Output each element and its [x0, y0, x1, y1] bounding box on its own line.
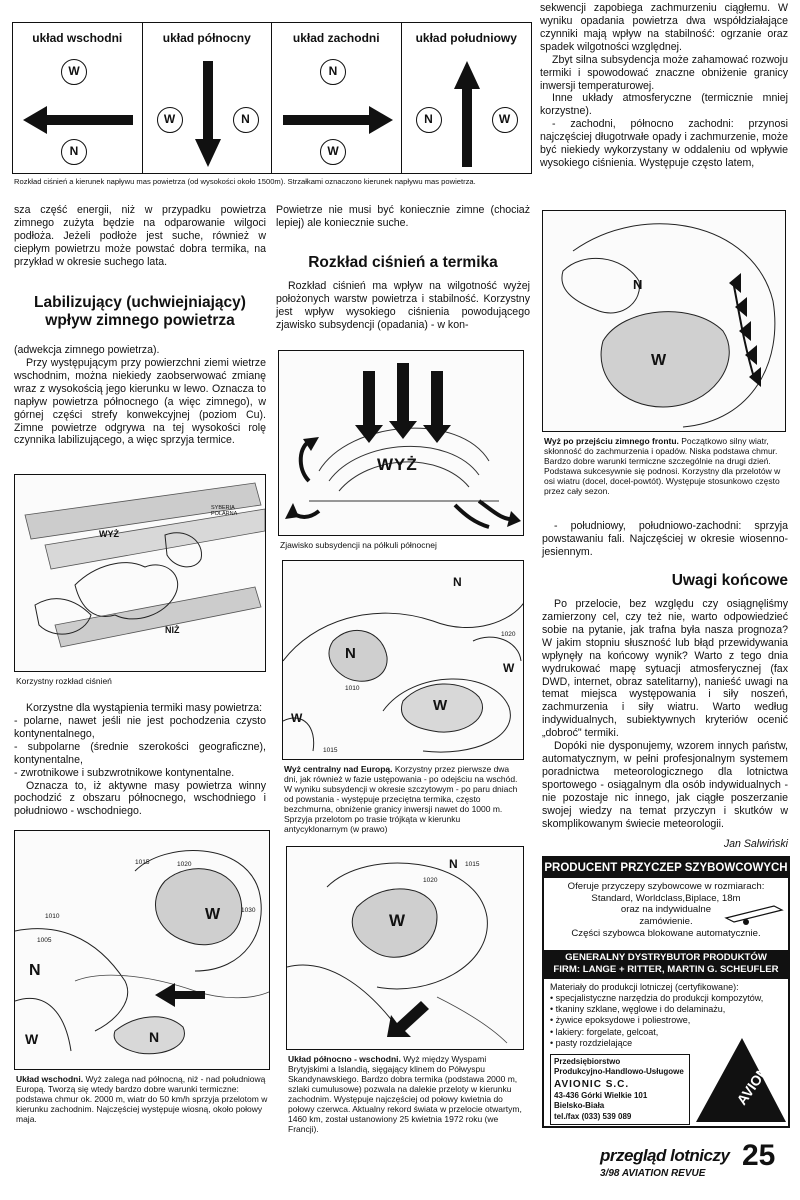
map-label-high: W	[651, 352, 667, 369]
subsidence-diagram	[278, 350, 524, 536]
map-label-high: W	[205, 906, 221, 923]
author-signature: Jan Salwiński	[723, 838, 788, 850]
map-label-low: N	[345, 645, 356, 662]
isobar-label: 1020	[423, 877, 438, 884]
isobar-label: 1010	[345, 685, 360, 692]
ad-header: PRODUCENT PRZYCZEP SZYBOWCOWYCH	[544, 858, 788, 878]
caption-title: Wyż centralny nad Europą.	[284, 764, 393, 774]
wind-header-west: układ zachodni	[292, 31, 380, 45]
ad-material-item: • żywice epoksydowe i poliestrowe,	[550, 1015, 691, 1026]
left-column-intro	[14, 204, 266, 269]
title-line: wpływ zimnego powietrza	[45, 311, 235, 329]
map-label-low: NIŻ	[165, 625, 180, 635]
ad-offer	[544, 878, 788, 950]
map-label-high: W	[433, 697, 448, 714]
ad-company	[550, 1054, 690, 1125]
paragraph: - zachodni, północno zachodni: przynosi najczęściej długotrwałe opady i zachmurzenie, może być niekiedy wykorzystany w oddaleniu od wpływie wysokiego ciśnienia. Występuje często latem,	[540, 118, 788, 170]
avionic-logo	[694, 1034, 788, 1126]
europe-front-map	[543, 211, 786, 432]
nne-map-caption	[288, 1054, 526, 1134]
low-pressure-circle: N	[233, 107, 259, 133]
wind-cell-north	[143, 23, 273, 173]
company-line: Produkcyjno-Handlowo-Usługowe	[554, 1067, 684, 1077]
rozklad-continuation: sekwencji zapobiega zachmurzeniu ciągłemu. W wyniku opadania powietrza dwa współdziałające czynniki mają wpływ na stabilność: ogrzanie oraz spadek wilgotności względnej.	[540, 2, 788, 53]
subsidence-high-label: WYŻ	[377, 455, 418, 474]
map-label-high: W	[25, 1031, 39, 1047]
arrow-south-icon	[193, 59, 223, 169]
map-label-low: N	[449, 857, 458, 871]
cold-front-map	[542, 210, 786, 432]
ad-material-item: • specjalistyczne narzędzia do produkcji kompozytów,	[550, 993, 764, 1004]
isobar-label: 1005	[37, 937, 52, 944]
map-label-high: W	[291, 711, 303, 725]
avionic-logo-text: AVIONIC	[733, 1051, 780, 1108]
paragraph: Zbyt silna subsydencja może zahamować rozwoju termiki i spowodować znaczne obniżenie granicy inwersji temperaturowej.	[540, 53, 788, 92]
caption-text: Wyż zalega nad północną, niż - nad południową Europą. Tworzą się wtedy bardzo dobre warunki termiczne: podstawa chmur ok. 2000 m, wiatr do 50 km/h sprzyja przelotom w kierunku zachodnim. Najczęściej występuje wiosną, około połowy maja.	[16, 1074, 268, 1125]
map-label-low: N	[633, 277, 643, 292]
labil-body	[14, 344, 266, 447]
europe-isobar-map	[287, 847, 524, 1050]
high-pressure-circle: W	[492, 107, 518, 133]
caption-title: Wyż po przejściu zimnego frontu.	[544, 436, 679, 446]
ad-distributor-line: FIRM: LANGE + RITTER, MARTIN G. SCHEUFLER	[553, 964, 779, 976]
favourable-pressure-map	[14, 474, 266, 672]
wind-cell-east	[13, 23, 143, 173]
company-phone: tel./fax (033) 539 089	[554, 1111, 632, 1121]
northeast-pattern-map	[286, 846, 524, 1050]
map-label-low: N	[149, 1029, 160, 1045]
map-label-low: N	[453, 575, 462, 589]
low-pressure-circle: N	[320, 59, 346, 85]
wind-cell-south	[402, 23, 532, 173]
caption-title: Układ wschodni.	[16, 1074, 84, 1084]
paragraph: Powietrze nie musi być koniecznie zimne (chociaż lepiej) ale koniecznie suche.	[276, 204, 530, 229]
favourable-map-caption: Korzystny rozkład ciśnień	[16, 676, 112, 686]
ad-materials-intro: Materiały do produkcji lotniczej (certyfikowane):	[550, 981, 739, 992]
subsidence-caption: Zjawisko subsydencji na półkuli północnej	[280, 540, 437, 550]
uwagi-body	[542, 598, 788, 831]
paragraph: Rozkład ciśnień ma wpływ na wilgotność wyżej położonych warstw powietrza i stabilność. Korzystny jest wpływ wysokiego ciśnienia powodującego zjawisko subsydencji (opadania) - w kon-	[276, 280, 530, 331]
list-item: - zwrotnikowe i subzwrotnikowe kontynentalne.	[14, 766, 235, 779]
high-pressure-circle: W	[320, 139, 346, 165]
glider-trailer-icon	[724, 900, 784, 926]
isobar-label: 1020	[177, 861, 192, 868]
page-number: 25	[742, 1139, 776, 1172]
arrow-north-icon	[452, 59, 482, 169]
ad-offer-line: zamówienie.	[639, 916, 693, 928]
central-map-caption	[284, 764, 524, 834]
isobar-label: 1015	[135, 859, 150, 866]
rozklad-body	[276, 280, 530, 332]
list-item: - subpolarne (średnie szerokości geograficzne), kontynentalne,	[14, 740, 266, 766]
isobar-label: 1010	[45, 913, 60, 920]
company-line: Przedsiębiorstwo	[554, 1057, 621, 1066]
isobar-label: 1030	[241, 907, 256, 914]
map-label-high: W	[503, 661, 515, 675]
isobar-label: 1020	[501, 631, 516, 638]
map-label-high: WYŻ	[99, 529, 119, 539]
arrow-east-icon	[280, 103, 395, 137]
ad-material-item: • tkaniny szklane, węglowe i do delaminażu,	[550, 1004, 726, 1015]
paragraph: Dopóki nie dysponujemy, wzorem innych państw, automatycznym, w pełni profesjonalnym systemem poradnictwa meteorologicznego dla lotnictwa sportowego - osiągalnym dla osób indywidualnych - nie pozostaje nic innego, jak ciągłe poszerzanie swojej wiedzy na temat przyczyn i skutków w skomplikowanym świecie meteorologii.	[542, 740, 788, 830]
isobar-label: 1015	[465, 861, 480, 868]
map-label-low: N	[29, 962, 41, 979]
eastern-pattern-map	[14, 830, 270, 1070]
southern-pattern-text	[542, 520, 788, 559]
ad-material-item: • pasty rozdzielające	[550, 1037, 633, 1048]
wind-header-east: układ wschodni	[32, 31, 123, 45]
title-line: Labilizujący (uchwiejniający)	[34, 294, 246, 311]
wind-header-north: układ północny	[162, 31, 251, 45]
air-masses-text	[14, 702, 266, 818]
subsidence-illustration	[279, 351, 524, 536]
low-pressure-circle: N	[416, 107, 442, 133]
caption-text: Początkowo silny wiatr, skłonność do zachmurzenia i opadów. Niska podstawa chmur. Bardzo dobre warunki termiczne szczególnie na drugi dzień. Podstawa sukcesywnie się podnosi. Korzystny dla przelotów w osi wiatru (docel, docel-powtót). Występuje stosunkowo często przez cały sezon.	[544, 436, 781, 497]
ad-offer-line: Standard, Worldclass,Biplace, 18m	[591, 892, 741, 904]
paragraph: sza część energii, niż w przypadku powietrza zimnego zużyta będzie na odparowanie wilgoci podłoża. Jeżeli podłoże jest suche, również w ciepłym powietrzu może powstać dobra termika, na przykład w okresie suchego lata.	[14, 204, 266, 268]
avionic-advertisement	[542, 856, 790, 1128]
ad-material-item: • lakiery: forgelate, gelcoat,	[550, 1026, 659, 1037]
paragraph: Inne układy atmosferyczne (termicznie mniej korzystne).	[540, 92, 788, 118]
section-title-uwagi: Uwagi końcowe	[671, 572, 788, 589]
cold-front-caption	[544, 436, 788, 496]
paragraph: Po przelocie, bez względu czy osiągnęliśmy zamierzony cel, czy też nie, warto odpowiedzieć sobie na pytanie, jak trafna była nasza prognoza? W jakim stopniu słuszność lub błąd przewidywania wpłynęły na końcowy wynik? Warto z tego dnia wydrukować mapę sytuacji atmosferycznej (fax DWD, internet, obraz satelitarny), nanieść uwagi na temat miejsca występowania i siły noszeń, zachmurzenia i siły wiatru. Warto według indywidualnych, subiektywnych kryteriów ocenić „dobroć" termiki.	[542, 598, 788, 740]
ad-offer-line: oraz na indywidualne	[620, 904, 712, 916]
company-name: AVIONIC S.C.	[554, 1078, 630, 1090]
east-map-caption	[16, 1074, 270, 1124]
high-pressure-circle: W	[157, 107, 183, 133]
wind-diagram-caption: Rozkład ciśnień a kierunek napływu mas powietrza (od wysokości około 1500m). Strzałkami oznaczono kierunek napływu mas powietrza.	[14, 177, 476, 186]
isobar-label: 1015	[323, 747, 338, 754]
caption-text: Wyż między Wyspami Brytyjskimi a Islandią, sięgający klinem do Półwyspu Skandynawskiego. Bardzo dobra termika (podstawa 2000 m, szlaki cumulusowe) pozwala na dalekie przeloty w kierunku zachodnim. Występuje najczęściej od połowy kwietnia do połowy czerwca. Aktualny rekord świata w przelocie otwartym, 1460 km, został ustanowiony 25 kwietnia 1972 roku (we Francji).	[288, 1054, 522, 1135]
middle-column-intro	[276, 204, 530, 230]
wind-header-south: układ południowy	[415, 31, 517, 45]
right-column-continuation	[540, 2, 788, 170]
ad-distributor-line: GENERALNY DYSTRYBUTOR PRODUKTÓW	[565, 952, 767, 964]
paragraph: Oznacza to, iż aktywne masy powietrza winny pochodzić z obszaru północnego, wschodniego i południowo - wschodniego.	[14, 779, 266, 818]
europe-isobar-map	[283, 561, 524, 760]
paragraph: Korzystne dla wystąpienia termiki masy powietrza:	[26, 702, 263, 714]
ad-offer-line: Części szybowca blokowane automatycznie.	[571, 927, 761, 939]
arrow-west-icon	[21, 103, 136, 137]
caption-title: Układ północno - wschodni.	[288, 1054, 401, 1064]
paragraph: - południowy, południowo-zachodni: sprzyja powstawaniu fali. Najczęściej w okresie wiosenno-jesiennym.	[542, 520, 788, 558]
map-label-syberia: SYBERIA POLARNA	[211, 505, 238, 518]
wind-cell-west	[272, 23, 402, 173]
low-pressure-circle: N	[61, 139, 87, 165]
ad-distributor-band	[544, 950, 788, 979]
map-label-high: W	[389, 911, 406, 930]
paragraph: (adwekcja zimnego powietrza).	[14, 344, 160, 356]
ad-offer-line: Oferuje przyczepy szybowcowe w rozmiarach:	[567, 881, 765, 893]
high-pressure-circle: W	[61, 59, 87, 85]
section-title-rozklad: Rozkład ciśnień a termika	[308, 254, 498, 271]
list-item: - polarne, nawet jeśli nie jest pochodzenia czysto kontynentalnego,	[14, 714, 266, 740]
caption-text: Korzystny przez pierwsze dwa dni, jak również w fazie ustępowania - po odejściu na wschód. W wyniku subsydencji w okresie szczytowym - po paru dniach od powstania - występuje przeciętna termika, często bezchmurna, obniżenie granicy inwersji nawet do 1000 m. Sprzyja przelotom po trasie trójkąta w kierunku antycyklonarnym (w prawo)	[284, 764, 518, 835]
company-address: Bielsko-Biała	[554, 1101, 605, 1111]
paragraph: Przy występującym przy powierzchni ziemi wietrze wschodnim, można niekiedy zaobserwować zmianę wraz z wysokością jego kierunku w lewo. Oznacza to napływ powietrza północnego (a więc zimnego), w górnej części strefy konwekcyjnej (poziom Cu). Zimne powietrze odgrywa na tej wysokości rolę czynnika labilizującego, a więc sprzyja termice.	[14, 356, 266, 447]
central-high-map	[282, 560, 524, 760]
company-address: 43-436 Górki Wielkie 101	[554, 1090, 648, 1100]
magazine-logo: przegląd lotniczy	[600, 1146, 730, 1165]
section-title-labilizujacy	[14, 294, 266, 330]
wind-pattern-diagram	[12, 22, 532, 174]
issue-label: 3/98 AVIATION REVUE	[600, 1168, 706, 1179]
